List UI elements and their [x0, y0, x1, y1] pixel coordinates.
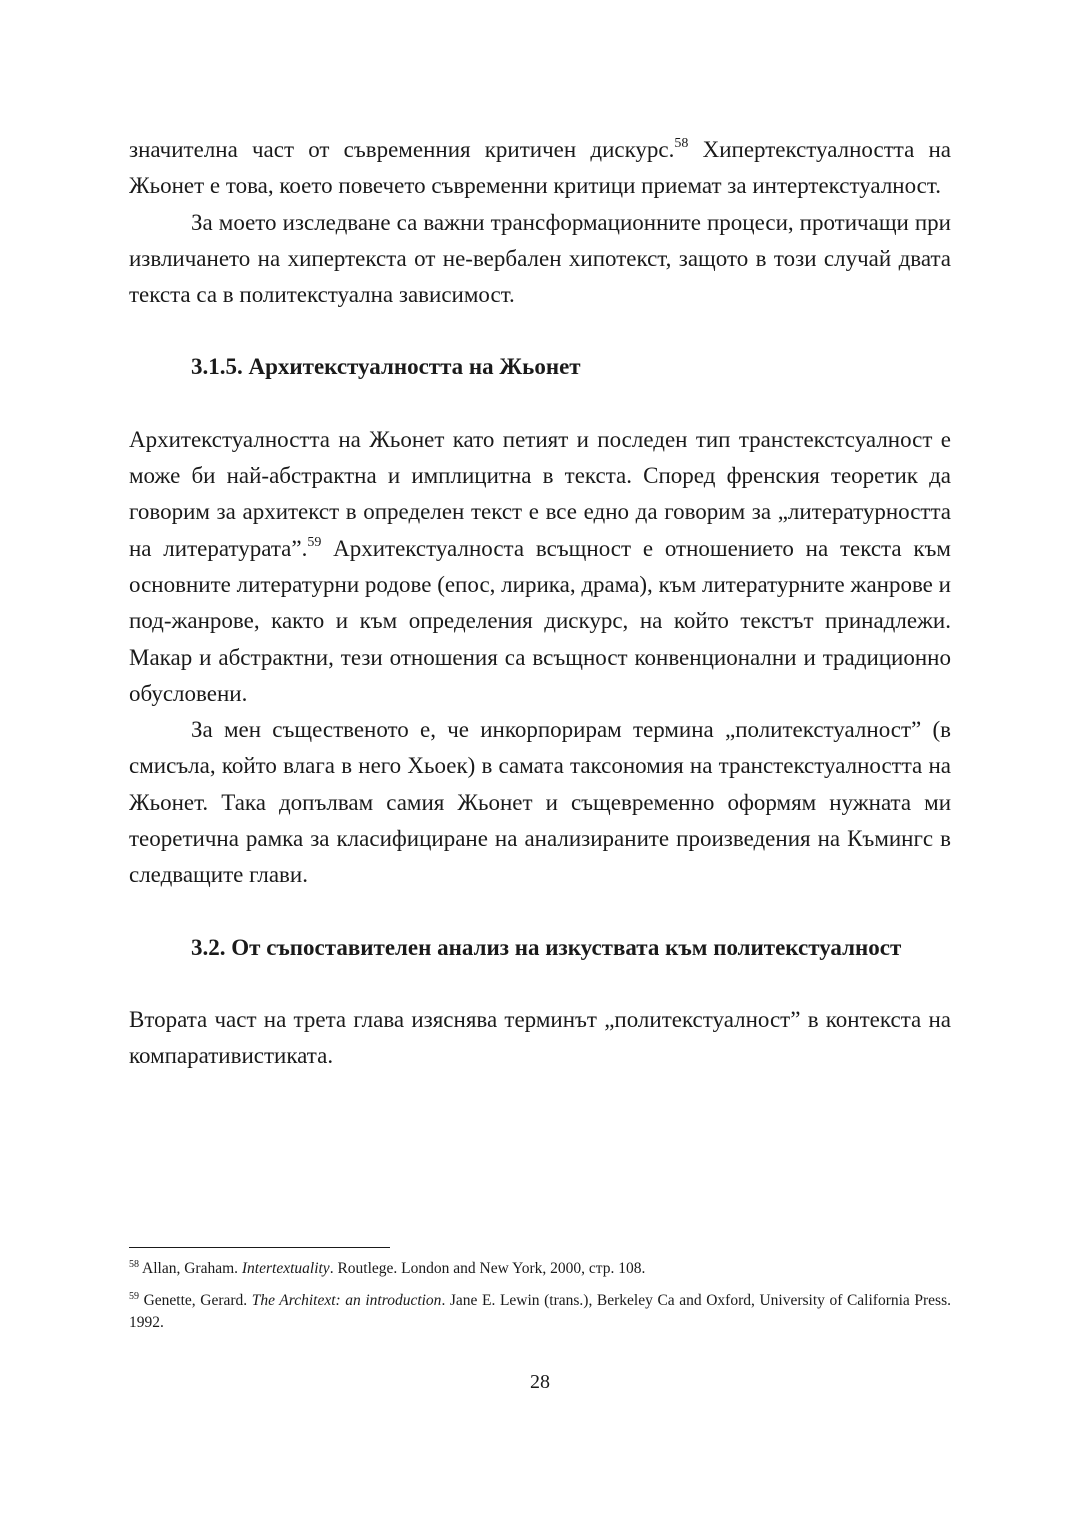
page-number: 28 — [530, 1371, 550, 1393]
footnote-59 — [129, 1290, 951, 1334]
footnote-text: Genette, Gerard. — [143, 1292, 252, 1309]
paragraph-4: За мен същественото е, че инкорпорирам термина „политекстуалност” (в смисъла, който влага в него Хьоек) в самата таксономия на транстекстуалността на Жьонет. Така допълвам самия Жьонет и същевременно оформям нужната ми теоретична рамка за класифициране на анализираните произведения на Къмингс в следващите глави. — [129, 717, 951, 888]
footnote-number: 58 — [129, 1259, 139, 1270]
paragraph-1-text-b: Хипертекстуалността на Жьонет е това, което повечето съвременни критици приемат за интертекстуалност. — [129, 137, 952, 199]
paragraph-1-text-a: значителна част от съвременния критичен дискурс. — [129, 137, 675, 162]
footnote-58 — [129, 1258, 951, 1280]
paragraph-1 — [129, 132, 951, 205]
section-heading-3-1-5: 3.1.5. Архитекстуалността на Жьонет — [191, 354, 581, 380]
paragraph-3 — [129, 422, 951, 712]
footnote-text: . Jane E. Lewin (trans.), Berkeley Ca and Oxford, University of California Press. 1992. — [129, 1292, 951, 1331]
footnote-ref-59[interactable]: 59 — [307, 534, 322, 550]
paragraph-3-text-a: Архитекстуалността на Жьонет като петият и последен тип транстекстсуалност е може би най-абстрактна и имплицитна в текста. Според френския теоретик да говорим за архитекст в определен текст е все едно да говорим за „литературността на литературата”. — [129, 426, 951, 561]
footnote-title: The Architext: an introduction — [251, 1292, 442, 1309]
paragraph-3-text-b: Архитекстуалноста всъщност е отношението на текста към основните литературни родове (епос, лирика, драма), към литературните жанрове и под-жанрове, както и към определения дискурс, на който текстът принадлежи. Макар и абстрактни, тези отношения са всъщност конвенционални и традиционно обусловени. — [129, 535, 951, 706]
footnote-text: . Routlege. London and New York, 2000, стр. 108. — [329, 1260, 646, 1277]
paragraph-2: За моето изследване са важни трансформационните процеси, протичащи при извличането на хипертекста от не-вербален хипотекст, защото в този случай двата текста са в политекстуална зависимост. — [129, 209, 951, 308]
footnote-text: Allan, Graham. — [142, 1260, 242, 1277]
page-body — [129, 132, 951, 1075]
footnotes — [129, 1258, 951, 1334]
footnote-number: 59 — [129, 1291, 139, 1302]
footnote-title: Intertextuality — [241, 1260, 330, 1277]
footnote-separator — [129, 1247, 390, 1248]
section-heading-3-2: 3.2. От съпоставителен анализ на изкуствата към политекстуалност — [191, 934, 902, 960]
footnote-ref-58[interactable]: 58 — [674, 136, 689, 151]
paragraph-5: Втората част на трета глава изяснява терминът „политекстуалност” в контекста на компаративистиката. — [129, 1006, 951, 1069]
